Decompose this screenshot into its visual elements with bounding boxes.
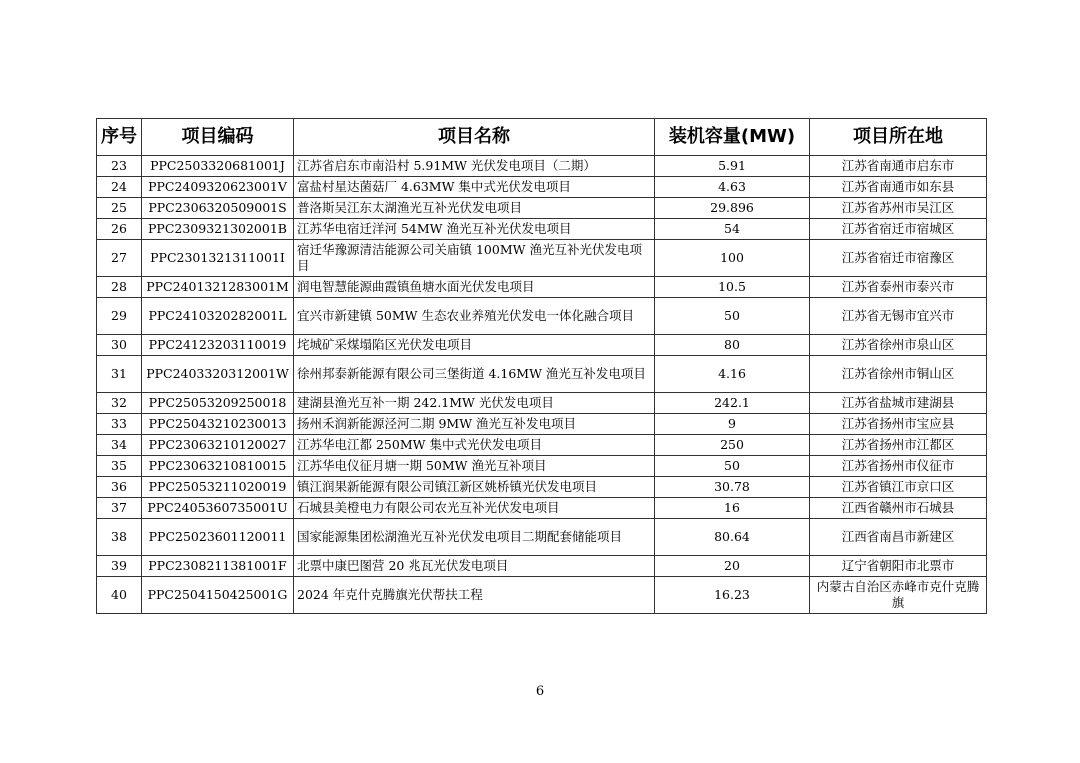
cell-index: 32 xyxy=(97,393,142,414)
table-row xyxy=(97,556,987,577)
page-number: 6 xyxy=(535,684,545,699)
cell-index: 40 xyxy=(97,577,142,614)
table-row xyxy=(97,219,987,240)
cell-project-code: PPC2306320509001S xyxy=(142,198,294,219)
cell-index: 27 xyxy=(97,240,142,277)
cell-project-name: 镇江润果新能源有限公司镇江新区姚桥镇光伏发电项目 xyxy=(294,477,655,498)
table-row xyxy=(97,414,987,435)
table-row xyxy=(97,577,987,614)
cell-project-name: 江苏华电仪征月塘一期 50MW 渔光互补项目 xyxy=(294,456,655,477)
cell-index: 26 xyxy=(97,219,142,240)
cell-project-name: 江苏华电江都 250MW 集中式光伏发电项目 xyxy=(294,435,655,456)
cell-project-name: 宜兴市新建镇 50MW 生态农业养殖光伏发电一体化融合项目 xyxy=(294,298,655,335)
table-header-row xyxy=(97,119,987,156)
table-row xyxy=(97,240,987,277)
cell-capacity: 10.5 xyxy=(655,277,810,298)
cell-project-code: PPC2401321283001M xyxy=(142,277,294,298)
cell-location: 江苏省宿迁市宿城区 xyxy=(810,219,987,240)
cell-capacity: 5.91 xyxy=(655,156,810,177)
cell-location: 江苏省宿迁市宿豫区 xyxy=(810,240,987,277)
table-row xyxy=(97,498,987,519)
table-body xyxy=(97,156,987,614)
cell-capacity: 50 xyxy=(655,456,810,477)
cell-location: 江苏省徐州市铜山区 xyxy=(810,356,987,393)
cell-project-name: 北票中康巴图营 20 兆瓦光伏发电项目 xyxy=(294,556,655,577)
cell-index: 30 xyxy=(97,335,142,356)
cell-capacity: 16.23 xyxy=(655,577,810,614)
cell-project-name: 石城县美橙电力有限公司农光互补光伏发电项目 xyxy=(294,498,655,519)
cell-index: 35 xyxy=(97,456,142,477)
cell-location: 辽宁省朝阳市北票市 xyxy=(810,556,987,577)
cell-project-code: PPC2409320623001V xyxy=(142,177,294,198)
cell-project-code: PPC2405360735001U xyxy=(142,498,294,519)
cell-location: 江西省南昌市新建区 xyxy=(810,519,987,556)
cell-project-name: 江苏华电宿迁洋河 54MW 渔光互补光伏发电项目 xyxy=(294,219,655,240)
cell-index: 24 xyxy=(97,177,142,198)
cell-project-code: PPC23063210120027 xyxy=(142,435,294,456)
cell-location: 江苏省扬州市江都区 xyxy=(810,435,987,456)
cell-index: 31 xyxy=(97,356,142,393)
header-project-name: 项目名称 xyxy=(294,119,655,156)
cell-project-name: 徐州邦泰新能源有限公司三堡街道 4.16MW 渔光互补发电项目 xyxy=(294,356,655,393)
cell-project-name: 建湖县渔光互补一期 242.1MW 光伏发电项目 xyxy=(294,393,655,414)
cell-index: 37 xyxy=(97,498,142,519)
cell-project-name: 扬州禾润新能源泾河二期 9MW 渔光互补发电项目 xyxy=(294,414,655,435)
cell-project-code: PPC24123203110019 xyxy=(142,335,294,356)
cell-capacity: 242.1 xyxy=(655,393,810,414)
cell-project-code: PPC25053209250018 xyxy=(142,393,294,414)
cell-project-code: PPC2301321311001I xyxy=(142,240,294,277)
cell-project-code: PPC25053211020019 xyxy=(142,477,294,498)
table-row xyxy=(97,477,987,498)
cell-index: 23 xyxy=(97,156,142,177)
cell-capacity: 30.78 xyxy=(655,477,810,498)
cell-project-code: PPC25043210230013 xyxy=(142,414,294,435)
header-index: 序号 xyxy=(97,119,142,156)
cell-location: 江西省赣州市石城县 xyxy=(810,498,987,519)
cell-capacity: 250 xyxy=(655,435,810,456)
cell-index: 38 xyxy=(97,519,142,556)
cell-project-code: PPC2308211381001F xyxy=(142,556,294,577)
table-row xyxy=(97,335,987,356)
cell-project-name: 普洛斯吴江东太湖渔光互补光伏发电项目 xyxy=(294,198,655,219)
cell-project-name: 富盐村星达菌菇厂 4.63MW 集中式光伏发电项目 xyxy=(294,177,655,198)
cell-project-name: 2024 年克什克腾旗光伏帮扶工程 xyxy=(294,577,655,614)
table-row xyxy=(97,435,987,456)
cell-index: 36 xyxy=(97,477,142,498)
cell-location: 江苏省南通市如东县 xyxy=(810,177,987,198)
table-row xyxy=(97,393,987,414)
cell-project-name: 宿迁华豫源清洁能源公司关庙镇 100MW 渔光互补光伏发电项目 xyxy=(294,240,655,277)
cell-capacity: 4.63 xyxy=(655,177,810,198)
table-row xyxy=(97,519,987,556)
cell-project-name: 垞城矿采煤塌陷区光伏发电项目 xyxy=(294,335,655,356)
cell-index: 34 xyxy=(97,435,142,456)
cell-project-code: PPC23063210810015 xyxy=(142,456,294,477)
cell-capacity: 4.16 xyxy=(655,356,810,393)
cell-project-name: 江苏省启东市南沿村 5.91MW 光伏发电项目（二期） xyxy=(294,156,655,177)
cell-capacity: 29.896 xyxy=(655,198,810,219)
cell-location: 江苏省泰州市泰兴市 xyxy=(810,277,987,298)
cell-index: 39 xyxy=(97,556,142,577)
cell-location: 内蒙古自治区赤峰市克什克腾旗 xyxy=(810,577,987,614)
table-row xyxy=(97,198,987,219)
table-row xyxy=(97,356,987,393)
cell-project-code: PPC2403320312001W xyxy=(142,356,294,393)
cell-project-name: 国家能源集团松湖渔光互补光伏发电项目二期配套储能项目 xyxy=(294,519,655,556)
cell-capacity: 54 xyxy=(655,219,810,240)
cell-location: 江苏省扬州市仪征市 xyxy=(810,456,987,477)
cell-capacity: 100 xyxy=(655,240,810,277)
table-row xyxy=(97,298,987,335)
cell-capacity: 80 xyxy=(655,335,810,356)
cell-capacity: 16 xyxy=(655,498,810,519)
cell-location: 江苏省盐城市建湖县 xyxy=(810,393,987,414)
cell-index: 25 xyxy=(97,198,142,219)
cell-location: 江苏省镇江市京口区 xyxy=(810,477,987,498)
cell-project-code: PPC2504150425001G xyxy=(142,577,294,614)
cell-capacity: 9 xyxy=(655,414,810,435)
cell-index: 33 xyxy=(97,414,142,435)
header-project-code: 项目编码 xyxy=(142,119,294,156)
header-capacity: 装机容量(MW) xyxy=(655,119,810,156)
cell-project-code: PPC2410320282001L xyxy=(142,298,294,335)
cell-project-name: 润电智慧能源曲霞镇鱼塘水面光伏发电项目 xyxy=(294,277,655,298)
header-location: 项目所在地 xyxy=(810,119,987,156)
cell-location: 江苏省徐州市泉山区 xyxy=(810,335,987,356)
cell-index: 29 xyxy=(97,298,142,335)
table-row xyxy=(97,277,987,298)
cell-location: 江苏省扬州市宝应县 xyxy=(810,414,987,435)
cell-project-code: PPC25023601120011 xyxy=(142,519,294,556)
cell-location: 江苏省南通市启东市 xyxy=(810,156,987,177)
cell-project-code: PPC2309321302001B xyxy=(142,219,294,240)
cell-index: 28 xyxy=(97,277,142,298)
cell-capacity: 50 xyxy=(655,298,810,335)
cell-project-code: PPC2503320681001J xyxy=(142,156,294,177)
cell-location: 江苏省无锡市宜兴市 xyxy=(810,298,987,335)
cell-capacity: 20 xyxy=(655,556,810,577)
table-row xyxy=(97,156,987,177)
table-row xyxy=(97,177,987,198)
table-row xyxy=(97,456,987,477)
cell-location: 江苏省苏州市吴江区 xyxy=(810,198,987,219)
project-table xyxy=(96,118,987,614)
cell-capacity: 80.64 xyxy=(655,519,810,556)
